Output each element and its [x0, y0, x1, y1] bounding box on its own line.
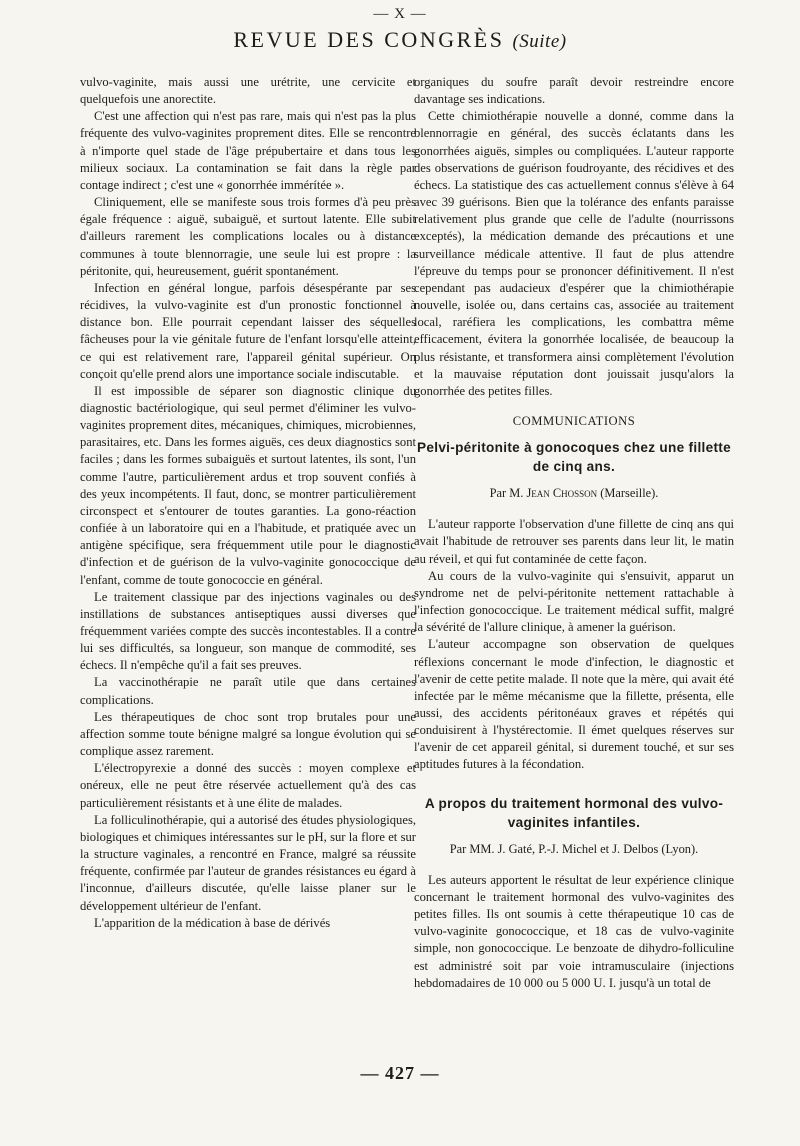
byline-prefix: Par M. [489, 486, 524, 501]
article-title: Pelvi-péritonite à gonocoques chez une fillette de cinq ans. [417, 440, 731, 475]
paragraph: Les thérapeutiques de choc sont trop brutales pour une affection somme toute bénigne malgré sa longue évolution qui se complique assez rarement. [80, 709, 416, 759]
paragraph: Cette chimiothérapie nouvelle a donné, comme dans la blennorragie en général, des succès éclatants dans les gonorrhées aiguës, simples ou compliquées. L'auteur rapporte des observations de guérison foudroyante, des récidives et des échecs. La statistique des cas actuellement connus s'élève à 64 avec 39 guérisons. Bien que la tolérance des enfants paraisse relativement plus grande que celle de l'adulte (nourrissons exceptés), la médication demande des précautions et une surveillance médicale attentive. Il faut de plus attendre l'épreuve du temps pour se prononcer définitivement. Il n'est cependant pas audacieux d'espérer que la chimiothérapie nouvelle, isolée ou, dans certains cas, associée au traitement local, raréfiera les complications, les combattra même efficacement, évitera la gonorrhée localisée, de beaucoup la plus résistante, et transformera ainsi complètement l'évolution et la mauvaise réputation dont jouissait jusqu'alors la gonorrhée des petites filles. [414, 109, 734, 398]
paragraph: L'auteur rapporte l'observation d'une fillette de cinq ans qui avait l'habitude de retrouver ses parents dans leur lit, le matin au réveil, et qui fut contaminée de cette façon. [414, 517, 734, 566]
paragraph: Les auteurs apportent le résultat de leur expérience clinique concernant le traitement hormonal des vulvo-vaginites des petites filles. Ils ont soumis à cette thérapeutique 10 cas de vulvo-vaginite gonococcique, et 18 cas de vulvo-vaginite simple, non gonococcique. Le benzoate de dihydro-folliculine est administré soit par voie intramusculaire (injections hebdomadaires de 10 000 ou 5 000 U. I. jusqu'à un total de [414, 872, 734, 990]
running-head-suffix: (Suite) [512, 31, 567, 52]
running-head [0, 27, 800, 53]
byline-author: Jean Chosson [526, 486, 598, 501]
article-title: A propos du traitement hormonal des vulvo-vaginites infantiles. [424, 795, 724, 830]
right-column [414, 74, 734, 992]
page-number: — 427 — [360, 1063, 440, 1083]
article-byline [414, 485, 734, 502]
paragraph: Il est impossible de séparer son diagnostic clinique du diagnostic bactériologique, qui seul permet d'éliminer les vulvo-vaginites proprement dites, mécaniques, chimiques, microbiennes, parasitaires, etc. Dans les formes aiguës, ces deux diagnostics sont faciles ; dans les formes subaiguës et surtout latentes, ils sont, l'un comme l'autre, particulièrement ardus et trop souvent confiés à des yeux incompétents. Il faut, donc, se montrer particulièrement circonspect et s'entourer de toutes garanties. La gono-réaction confiée à un laboratoire qui en a l'habitude, et pratiquée avec un antigène spécifique, sera fréquemment utile pour le diagnostic d'infection et de guérison de la vulvo-vaginite gonococcique de l'enfant, comme de toute gonococcie en général. [80, 383, 416, 587]
paragraph: C'est une affection qui n'est pas rare, mais qui n'est pas la plus fréquente des vulvo-vaginites proprement dites. Elle se rencontre à n'importe quel stade de l'âge prépubertaire et dans tous les milieux sociaux. La contamination se fait dans la règle par contage indirect ; c'est une « gonorrhée immérítée ». [80, 109, 416, 192]
paragraph: Cliniquement, elle se manifeste sous trois formes d'à peu près égale fréquence : aiguë, subaiguë, et surtout latente. Elle subit d'ailleurs rarement les complications locales ou à distance communes à toute blennorragie, une seule lui est propre : la péritonite, qui, heureusement, guérit spontanément. [80, 195, 416, 278]
paragraph: La vaccinothérapie ne paraît utile que dans certaines complications. [80, 675, 416, 707]
paragraph: La folliculinothérapie, qui a autorisé des études physiologiques, biologiques et chimiques intéressantes sur le pH, sur la flore et sur la structure vaginales, a rencontré en France, malgré sa réussite fréquente, confirmée par l'auteur de grandes résistances eu égard à l'inconnue, d'ailleurs discutée, qu'elle laisse planer sur le développement ultérieur de l'enfant. [80, 812, 416, 913]
running-head-title: REVUE DES CONGRÈS [233, 27, 505, 52]
left-column [80, 74, 416, 932]
paragraph: Au cours de la vulvo-vaginite qui s'ensuivit, apparut un syndrome net de pelvi-péritonite nettement rattachable à l'infection gonococcique. Le traitement médical suffit, malgré la sévérité de l'allure clinique, à amener la guérison. [414, 568, 734, 635]
paragraph: Le traitement classique par des injections vaginales ou des instillations de substances antiseptiques aussi diverses que fréquemment variées compte des succès incontestables. Il a contre lui ses difficultés, sa longueur, son manque de commodité, ses échecs. Il n'empêche qu'il a fait ses preuves. [80, 589, 416, 673]
section-heading: COMMUNICATIONS [512, 413, 636, 428]
spacer [414, 774, 734, 788]
page-number-roman: — X — [373, 6, 427, 22]
article-byline: Par MM. J. Gaté, P.-J. Michel et J. Delbos (Lyon). [449, 841, 699, 856]
paragraph: Infection en général longue, parfois désespérante par ses récidives, la vulvo-vaginite est d'un pronostic fonctionnel à distance bon. Elle pourrait cependant laisser des séquelles fâcheuses pour la vie génitale future de l'enfant lorsqu'elle atteint, ce qui est relativement rare, l'appareil génital supérieur. On conçoit qu'elle prend alors une importance sociale indiscutable. [80, 280, 416, 381]
byline-affiliation: (Marseille). [600, 486, 659, 501]
paragraph: L'apparition de la médication à base de dérivés [94, 915, 331, 930]
paragraph: L'auteur accompagne son observation de quelques réflexions concernant le mode d'infection, le diagnostic et l'avenir de cette petite malade. Il note que la mère, qui avait été infectée par le même mécanisme que la fillette, présenta, elle aussi, des accidents péritonéaux graves et répétés qui conduisirent à l'hystérectomie. Il émet quelques réserves sur l'avenir de cet appareil génital, si durement touché, et sur ses aptitudes futures à la fécondation. [414, 637, 734, 772]
paragraph: vulvo-vaginite, mais aussi une urétrite, une cervicite et quelquefois une anorectite. [80, 75, 416, 107]
paragraph: organiques du soufre paraît devoir restreindre encore davantage ses indications. [414, 75, 734, 107]
paragraph: L'électropyrexie a donné des succès : moyen complexe et onéreux, elle ne peut être réservée actuellement qu'à des cas particulièrement résistants et à une élite de malades. [80, 761, 416, 810]
